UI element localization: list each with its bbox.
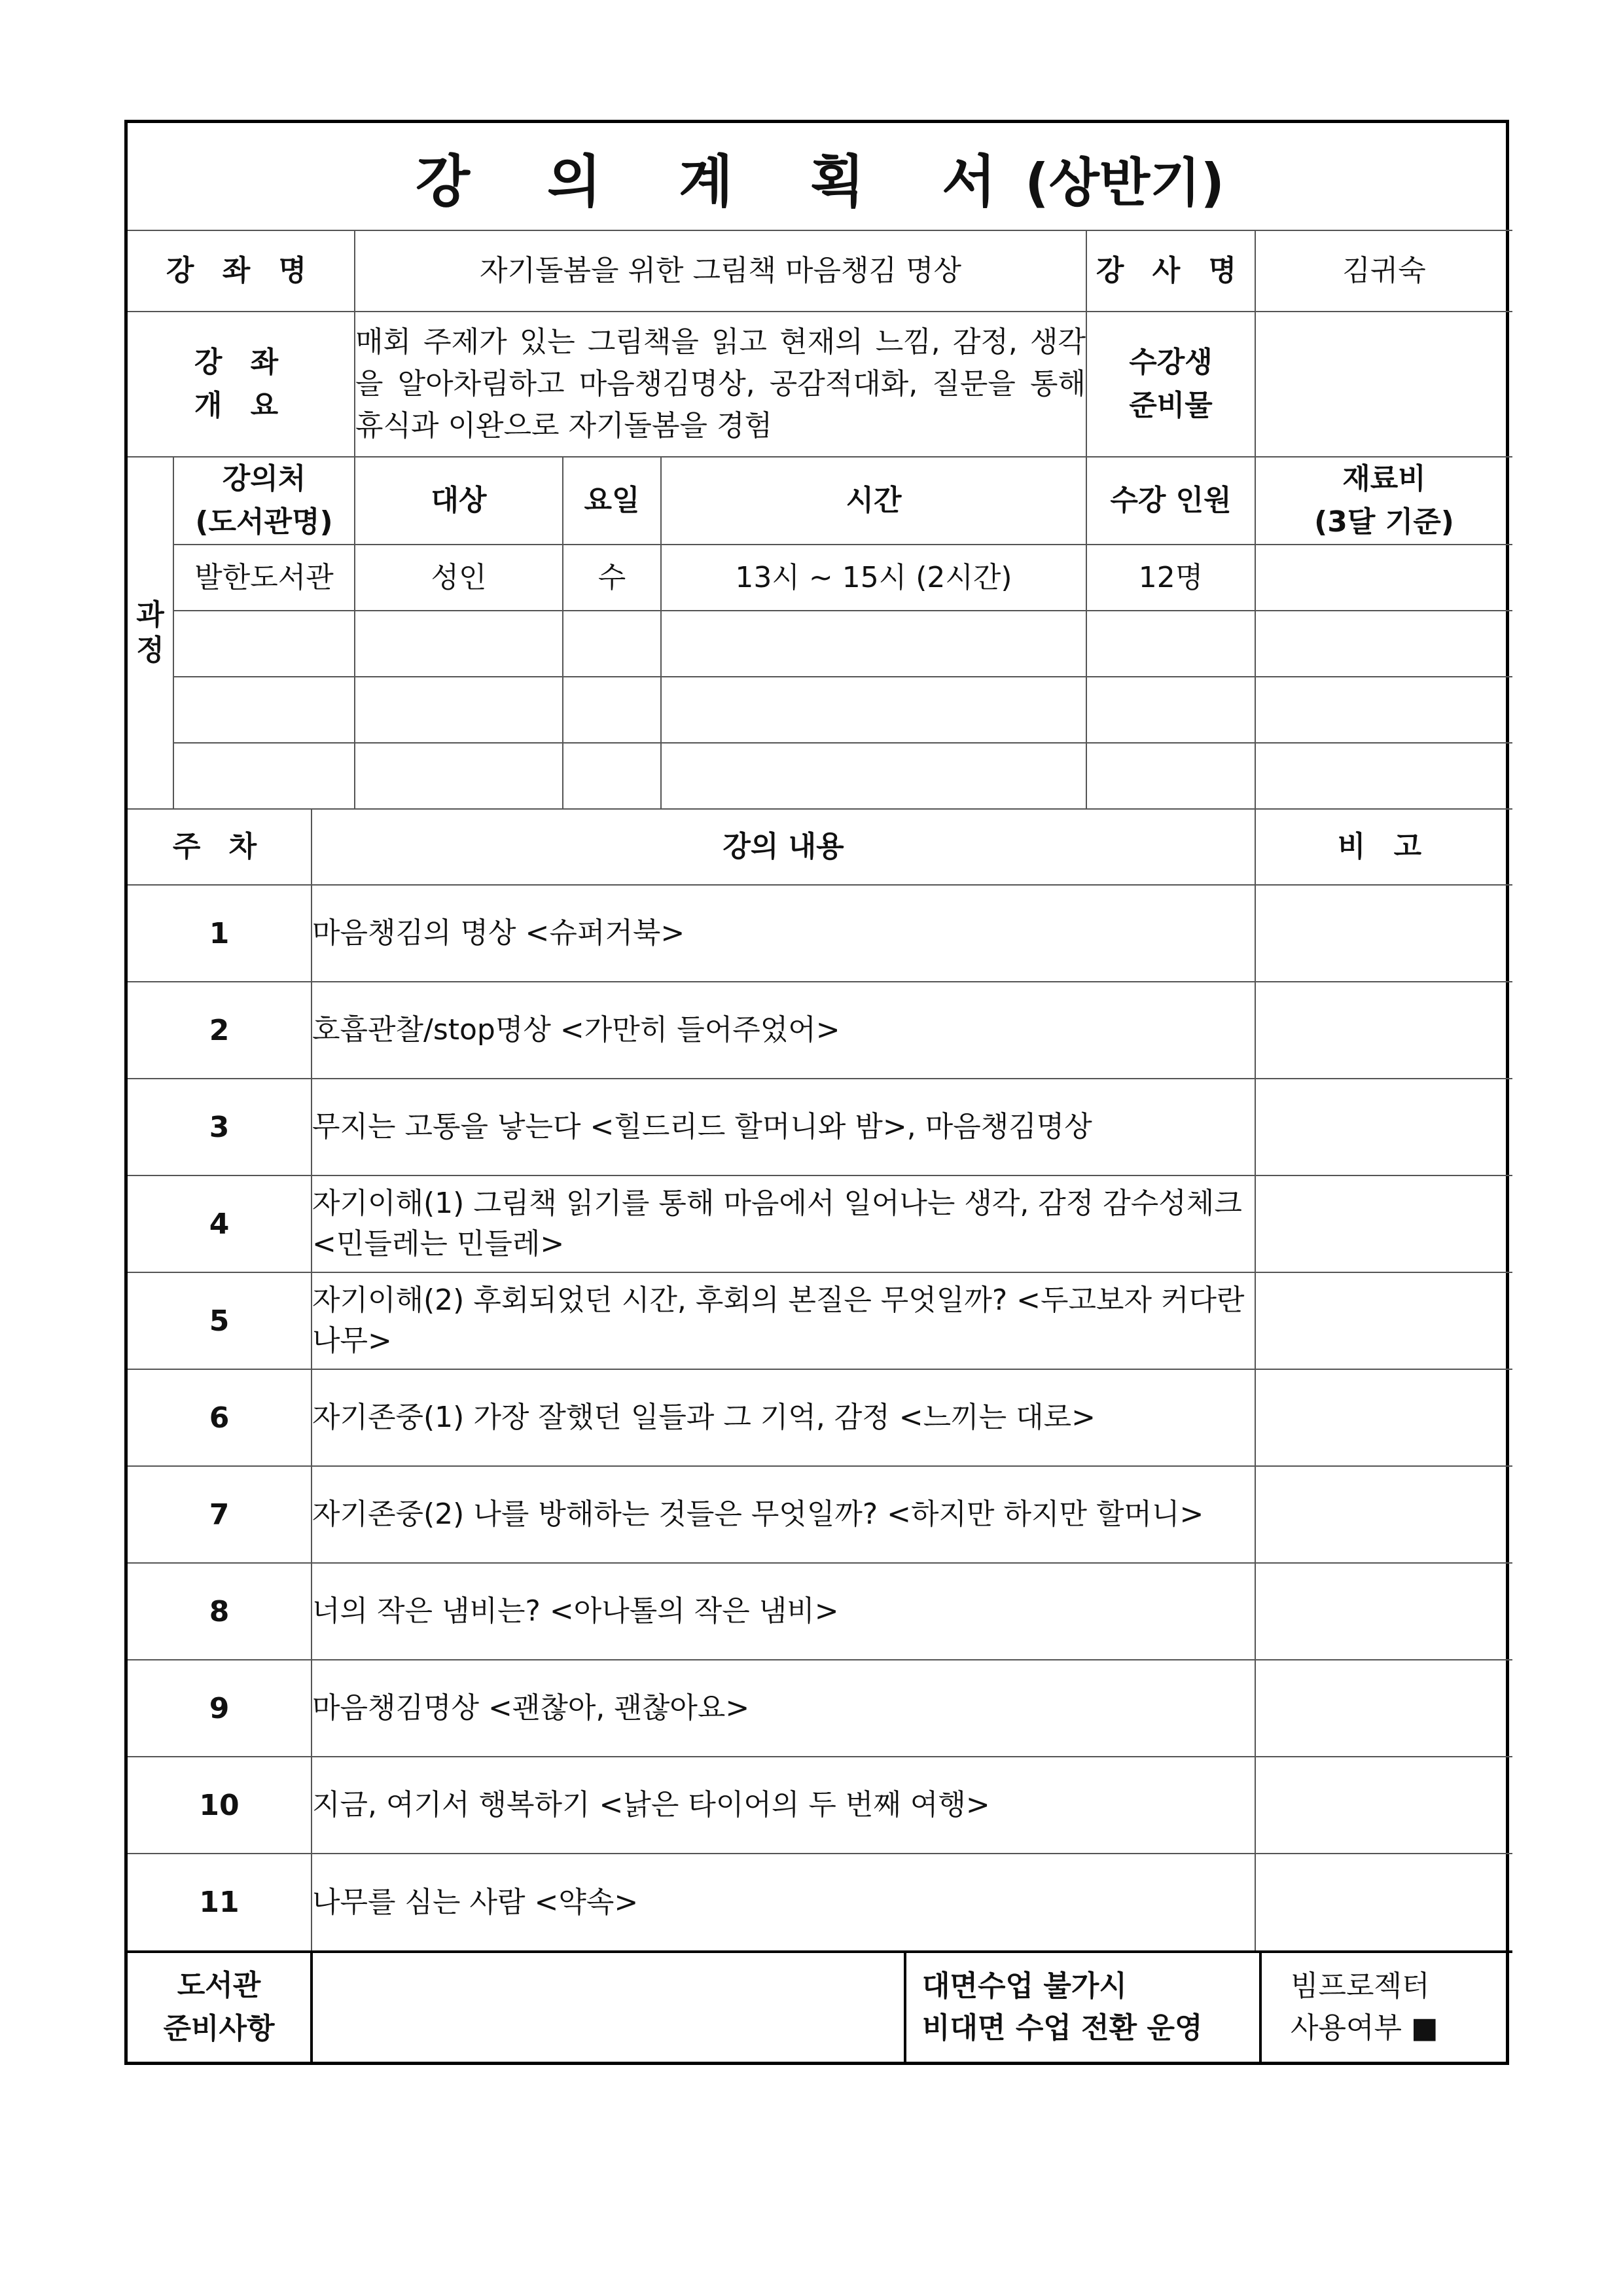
fee-header-line1: 재료비 — [1342, 462, 1426, 495]
target-header: 대상 — [355, 457, 563, 545]
overview-label — [128, 312, 355, 457]
time-cell — [661, 743, 1086, 809]
course-name-label: 강 좌 명 — [128, 230, 355, 312]
time-cell — [661, 677, 1086, 743]
schedule-row — [128, 1854, 1512, 1950]
time-header: 시간 — [661, 457, 1086, 545]
title-sub: (상반기) — [1025, 152, 1225, 213]
day-cell — [563, 677, 661, 743]
library-prep-label-line1: 도서관 — [177, 1969, 261, 2002]
capacity-cell — [1086, 611, 1255, 677]
venue-header-line2: (도서관명) — [195, 505, 333, 539]
week-number: 7 — [128, 1466, 312, 1563]
day-header: 요일 — [563, 457, 661, 545]
venue-cell: 발한도서관 — [173, 545, 355, 611]
schedule-row — [128, 1563, 1512, 1660]
week-note — [1255, 1079, 1512, 1175]
fee-header-line2: (3달 기준) — [1314, 505, 1454, 539]
overview-label-line1: 강 좌 — [194, 346, 288, 379]
instructor-value: 김귀숙 — [1255, 230, 1512, 312]
week-number: 6 — [128, 1369, 312, 1466]
venue-cell — [173, 677, 355, 743]
week-number: 8 — [128, 1563, 312, 1660]
week-number: 5 — [128, 1272, 312, 1369]
document-title — [128, 123, 1512, 230]
week-content: 자기이해(2) 후회되었던 시간, 후회의 본질은 무엇일까? <두고보자 커다란 나무> — [312, 1272, 1255, 1369]
fee-cell — [1255, 743, 1512, 809]
week-content: 지금, 여기서 행복하기 <낡은 타이어의 두 번째 여행> — [312, 1757, 1255, 1854]
materials-value — [1255, 312, 1512, 457]
week-content: 자기존중(2) 나를 방해하는 것들은 무엇일까? <하지만 하지만 할머니> — [312, 1466, 1255, 1563]
fee-cell — [1255, 545, 1512, 611]
instructor-label: 강 사 명 — [1086, 230, 1255, 312]
course-name-value: 자기돌봄을 위한 그림책 마음챙김 명상 — [355, 230, 1086, 312]
week-note — [1255, 1757, 1512, 1854]
schedule-row — [128, 1175, 1512, 1272]
week-note — [1255, 1272, 1512, 1369]
week-number: 9 — [128, 1660, 312, 1757]
week-note — [1255, 1563, 1512, 1660]
venue-cell — [173, 611, 355, 677]
projector-line2: 사용여부 ■ — [1291, 2011, 1438, 2045]
library-prep-label — [128, 1952, 312, 2062]
fee-cell — [1255, 677, 1512, 743]
schedule-row — [128, 1272, 1512, 1369]
week-content: 나무를 심는 사람 <약속> — [312, 1854, 1255, 1950]
schedule-row — [128, 982, 1512, 1079]
day-cell: 수 — [563, 545, 661, 611]
week-content: 호흡관찰/stop명상 <가만히 들어주었어> — [312, 982, 1255, 1079]
online-note-line2: 비대면 수업 전환 운영 — [922, 2011, 1203, 2045]
process-row — [128, 677, 1512, 743]
materials-label-line2: 준비물 — [1129, 389, 1213, 422]
week-content: 너의 작은 냄비는? <아나톨의 작은 냄비> — [312, 1563, 1255, 1660]
week-content: 자기이해(1) 그림책 읽기를 통해 마음에서 일어나는 생각, 감정 감수성체크 <민들레는 민들레> — [312, 1175, 1255, 1272]
title-main: 강 의 계 획 서 — [415, 149, 1026, 215]
schedule-row — [128, 1466, 1512, 1563]
capacity-header: 수강 인원 — [1086, 457, 1255, 545]
note-header: 비 고 — [1255, 809, 1512, 885]
online-conversion-note — [905, 1952, 1260, 2062]
process-side-label — [128, 457, 173, 809]
venue-header-line1: 강의처 — [222, 462, 306, 495]
week-content: 자기존중(1) 가장 잘했던 일들과 그 기억, 감정 <느끼는 대로> — [312, 1369, 1255, 1466]
process-row — [128, 611, 1512, 677]
target-cell — [355, 611, 563, 677]
target-cell — [355, 677, 563, 743]
capacity-cell — [1086, 677, 1255, 743]
process-row — [128, 545, 1512, 611]
week-number: 4 — [128, 1175, 312, 1272]
week-number: 11 — [128, 1854, 312, 1950]
capacity-cell: 12명 — [1086, 545, 1255, 611]
process-side-label-1: 과 — [136, 598, 164, 632]
week-note — [1255, 1466, 1512, 1563]
schedule-row — [128, 1660, 1512, 1757]
day-cell — [563, 611, 661, 677]
fee-cell — [1255, 611, 1512, 677]
week-note — [1255, 1660, 1512, 1757]
overview-text: 매회 주제가 있는 그림책을 읽고 현재의 느낌, 감정, 생각을 알아차림하고 마음챙김명상, 공감적대화, 질문을 통해 휴식과 이완으로 자기돌봄을 경험 — [355, 312, 1086, 457]
process-side-label-2: 정 — [136, 634, 164, 667]
process-row — [128, 743, 1512, 809]
projector-line1: 빔프로젝터 — [1291, 1969, 1430, 2003]
week-content: 마음챙김명상 <괜찮아, 괜찮아요> — [312, 1660, 1255, 1757]
library-prep-label-line2: 준비사항 — [163, 2012, 275, 2045]
materials-label-line1: 수강생 — [1129, 346, 1213, 379]
week-note — [1255, 1854, 1512, 1950]
day-cell — [563, 743, 661, 809]
capacity-cell — [1086, 743, 1255, 809]
schedule-row — [128, 885, 1512, 982]
week-note — [1255, 1369, 1512, 1466]
plan-table — [128, 123, 1512, 1950]
fee-header — [1255, 457, 1512, 545]
week-number: 10 — [128, 1757, 312, 1854]
target-cell — [355, 743, 563, 809]
library-prep-value — [312, 1952, 905, 2062]
schedule-row — [128, 1369, 1512, 1466]
target-cell: 성인 — [355, 545, 563, 611]
time-cell — [661, 611, 1086, 677]
venue-cell — [173, 743, 355, 809]
week-content: 무지는 고통을 낳는다 <힐드리드 할머니와 밤>, 마음챙김명상 — [312, 1079, 1255, 1175]
library-section — [128, 1950, 1512, 2062]
week-header: 주 차 — [128, 809, 312, 885]
online-note-line1: 대면수업 불가시 — [922, 1969, 1127, 2003]
week-number: 3 — [128, 1079, 312, 1175]
projector-usage — [1260, 1952, 1512, 2062]
venue-header — [173, 457, 355, 545]
time-cell: 13시 ~ 15시 (2시간) — [661, 545, 1086, 611]
week-number: 1 — [128, 885, 312, 982]
content-header: 강의 내용 — [312, 809, 1255, 885]
schedule-row — [128, 1757, 1512, 1854]
overview-label-line2: 개 요 — [194, 389, 288, 422]
week-content: 마음챙김의 명상 <슈퍼거북> — [312, 885, 1255, 982]
lecture-plan-form — [124, 120, 1509, 2065]
week-note — [1255, 885, 1512, 982]
schedule-row — [128, 1079, 1512, 1175]
week-number: 2 — [128, 982, 312, 1079]
week-note — [1255, 1175, 1512, 1272]
materials-label — [1086, 312, 1255, 457]
week-note — [1255, 982, 1512, 1079]
